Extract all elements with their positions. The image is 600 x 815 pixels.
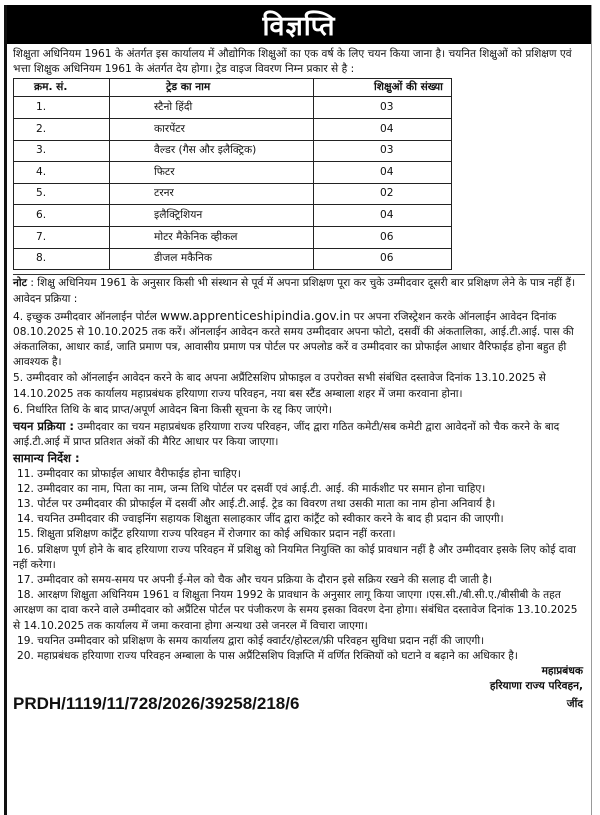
selection-text: उम्मीदवार का चयन महाप्रबंधक हरियाणा राज्य परिवहन, जींद द्वारा गठित कमेटी/सब कमेटी द्वारा आवेदनों को चैक करने के बाद आई.टी.आई में प्राप्त प्रतिशत अंकों की मैरिट आधार पर किया जाएगा। xyxy=(13,420,560,449)
trades-table xyxy=(13,78,452,270)
row-trade: मोटर मैकेनिक व्हीकल xyxy=(110,226,314,248)
note-paragraph xyxy=(13,276,585,291)
footer-row xyxy=(13,695,585,713)
header-trade: ट्रेड का नाम xyxy=(110,79,314,97)
general-item-13: 13. पोर्टल पर उम्मीदवार की प्रोफाईल में दसवीं और आई.टी.आई. ट्रेड का विवरण तथा उसकी माता का नाम होना अनिवार्य है। xyxy=(17,498,496,510)
application-item-4 xyxy=(13,309,585,371)
application-heading: आवेदन प्रक्रिया : xyxy=(13,293,78,306)
table-row xyxy=(14,140,452,162)
general-item-18: 18. आरक्षण शिक्षुता अधिनियम 1961 व शिक्षुता नियम 1992 के प्रावधान के अनुसार लागू किया जाएगा ।एस.सी./बी.सी.ए./बीसीबी के तहत आरक्षण का दावा करने वाले उम्मीदवार को अप्रैंटिस पोर्टल पर पंजीकरण के समय इसका विवरण देना होगा। संबंधित दस्तावेज दिनांक 13.10.2025 से 14.10.2025 तक कार्यालय में जमा करवाना होगा अन्यथा उसे जनरल में विचारा जाएगा। xyxy=(13,589,578,632)
row-count: 06 xyxy=(314,226,452,248)
row-trade: स्टैनो हिंदी xyxy=(110,97,314,119)
row-count: 03 xyxy=(314,140,452,162)
header-serial: क्रम. सं. xyxy=(14,79,110,97)
signature-designation: महाप्रबंधक xyxy=(541,665,583,678)
general-item-19: 19. चयनित उम्मीदवार को प्रशिक्षण के समय कार्यालय द्वारा कोई क्वार्टर/होस्टल/फ्री परिवहन सुविधा प्रदान नहीं की जाएगी। xyxy=(17,634,485,647)
note-label: नोट xyxy=(13,277,27,290)
row-serial: 4. xyxy=(14,162,110,184)
table-row xyxy=(14,248,452,270)
note-text: : शिक्षु अधिनियम 1961 के अनुसार किसी भी संस्थान से पूर्व में अपना प्रशिक्षण पूरा कर चुके उम्मीदवार दूसरी बार प्रशिक्षण लेने के पात्र नहीं हैं। xyxy=(26,277,576,290)
row-serial: 8. xyxy=(14,248,110,270)
notice-title: विज्ञप्ति xyxy=(262,11,336,42)
signature-organization: हरियाणा राज्य परिवहन, xyxy=(489,680,583,693)
row-count: 03 xyxy=(314,97,452,119)
row-trade: इलैक्ट्रिशियन xyxy=(110,205,314,227)
row-serial: 2. xyxy=(14,119,110,141)
row-count: 04 xyxy=(314,119,452,141)
table-row xyxy=(14,183,452,205)
general-item-11: 11. उम्मीदवार का प्रोफाईल आधार वैरीफाईड होना चाहिए। xyxy=(17,467,241,480)
header-count: शिक्षुओं की संख्या xyxy=(314,79,452,97)
row-serial: 7. xyxy=(14,226,110,248)
table-row xyxy=(14,162,452,184)
general-item-15: 15. शिक्षुता प्रशिक्षण कांट्रैंट हरियाणा राज्य परिवहन में रोजगार का कोई अधिकार प्रदान नहीं करता। xyxy=(17,528,396,541)
row-trade: टरनर xyxy=(110,183,314,205)
signature-location: जींद xyxy=(566,698,583,711)
table-row xyxy=(14,119,452,141)
table-row xyxy=(14,97,452,119)
application-item-5: 5. उम्मीदवार को ऑनलाईन आवेदन करने के बाद अपना अप्रैंटिसशिप प्रोफाइल व उपरोक्त सभी संबंधित दस्तावेज दिनांक 13.10.2025 से 14.10.2025 तक कार्यालय महाप्रबंधक हरियाणा राज्य परिवहन, नया बस स्टैंड अम्बाला शहर में जमा करवाना होना। xyxy=(13,372,546,400)
portal-link[interactable]: www.apprenticeshipindia.gov.in xyxy=(160,308,351,323)
general-item-16: 16. प्रशिक्षण पूर्ण होने के बाद हरियाणा राज्य परिवहन में प्रशिक्षु को नियमित नियुक्ति का कोई प्रावधान नहीं है और उम्मीदवार इसके लिए कोई दावा नहीं करेगा। xyxy=(13,543,576,571)
row-trade: वैल्डर (गैस और इलैक्ट्रिक) xyxy=(110,140,314,162)
row-serial: 1. xyxy=(14,97,110,119)
application-item-6: 6. निर्धारित तिथि के बाद प्राप्त/अपूर्ण आवेदन बिना किसी सूचना के रद्द किए जाएंगे। xyxy=(13,403,332,416)
section-divider xyxy=(13,274,585,275)
table-row xyxy=(14,205,452,227)
selection-paragraph xyxy=(13,419,585,450)
selection-label: चयन प्रक्रिया : xyxy=(13,418,74,433)
general-item-20: 20. महाप्रबंधक हरियाणा राज्य परिवहन अम्बाला के पास अप्रैंटिसशिप विज्ञप्ति में वर्णित रिक्तियों को घटाने व बढ़ाने का अधिकार है। xyxy=(17,650,518,663)
row-trade: फिटर xyxy=(110,162,314,184)
notice-frame xyxy=(4,5,592,815)
table-header-row xyxy=(14,79,452,97)
row-count: 04 xyxy=(314,205,452,227)
row-serial: 6. xyxy=(14,205,110,227)
general-heading: सामान्य निर्देश : xyxy=(13,451,80,466)
general-item-17: 17. उम्मीदवार को समय-समय पर अपनी ई-मेल को चैक और चयन प्रक्रिया के दौरान इसे सक्रिय रखने की सलाह दी जाती है। xyxy=(17,574,493,587)
table-row xyxy=(14,226,452,248)
row-serial: 3. xyxy=(14,140,110,162)
row-count: 02 xyxy=(314,183,452,205)
intro-paragraph: शिक्षुता अधिनियम 1961 के अंतर्गत इस कार्यालय में औद्योगिक शिक्षुओं का एक वर्ष के लिए चयन किया जाना है। चयनित शिक्षुओं को प्रशिक्षण एवं भत्ता शिक्षुक अधिनियम 1961 के अंतर्गत देय होगा। ट्रेड वाइज विवरण निम्न प्रकार से है : xyxy=(13,48,572,76)
reference-number: PRDH/1119/11/728/2026/39258/218/6 xyxy=(13,693,300,713)
general-item-12: 12. उम्मीदवार का नाम, पिता का नाम, जन्म तिथि पोर्टल पर दसवीं एवं आई.टी. आई. की मार्कशीट पर समान होना चाहिए। xyxy=(17,482,486,495)
item4-suffix: पर अपना रजिस्ट्रेशन करके ऑनलाईन आवेदन दिनांक 08.10.2025 से 10.10.2025 तक करें। ऑनलाईन आवेदन करते समय उम्मीदवार अपना फोटो, दसवीं की अंकतालिका, आई.टी.आई. पास की अंकतालिका, आधार कार्ड, जाति प्रमाण पत्र, आवासीय प्रमाण पत्र पोर्टल पर अपलोड करें व उम्मीदवार का प्रोफाईल आधार वैरिफाईड होना बहुत ही आवश्यक है। xyxy=(13,310,574,369)
notice-title-bar xyxy=(7,5,591,44)
row-serial: 5. xyxy=(14,183,110,205)
row-count: 06 xyxy=(314,248,452,270)
item4-prefix: 4. इच्छुक उम्मीदवार ऑनलाईन पोर्टल xyxy=(13,310,161,323)
row-count: 04 xyxy=(314,162,452,184)
notice-content xyxy=(7,44,591,713)
row-trade: कारपेंटर xyxy=(110,119,314,141)
general-item-14: 14. चयनित उम्मीदवार की ज्वाइनिंग सहायक शिक्षुता सलाहकार जींद द्वारा कांट्रैंट को स्वीकार करने के बाद ही प्रदान की जाएगी। xyxy=(17,513,504,526)
row-trade: डीजल मकैनिक xyxy=(110,248,314,270)
